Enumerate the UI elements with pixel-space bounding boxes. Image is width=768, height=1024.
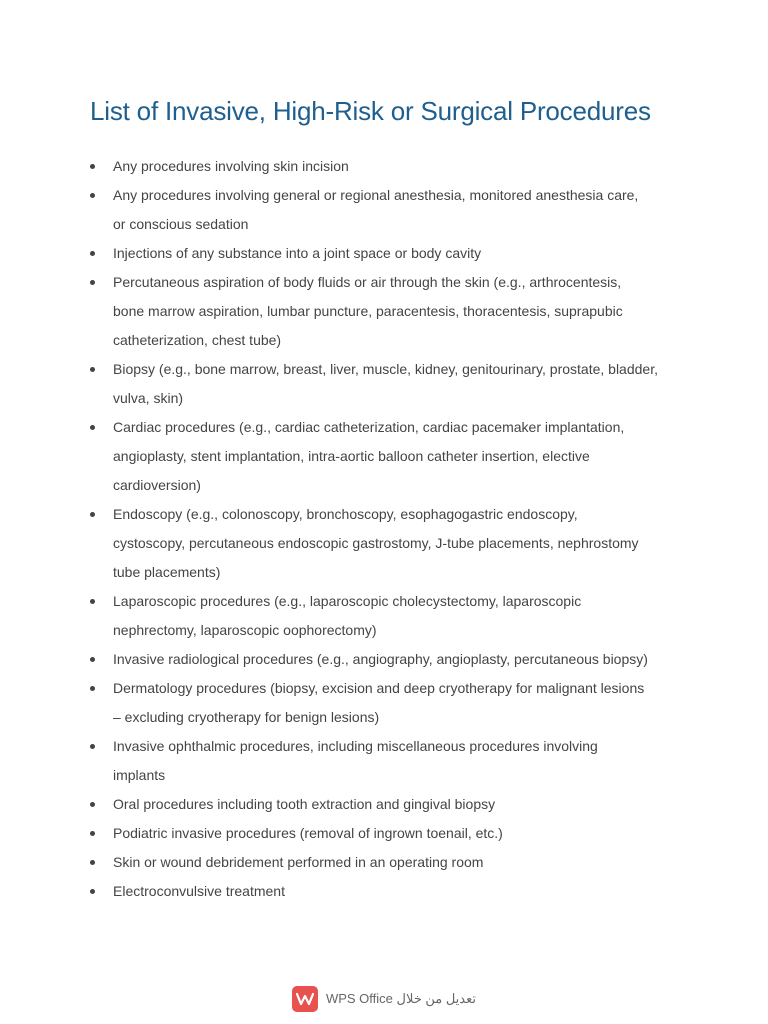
bullet-icon [90,889,95,894]
list-item [0,152,688,181]
procedure-list [0,152,768,906]
list-item [0,239,688,268]
list-item [0,732,688,790]
list-item [0,790,688,819]
list-item-line: Skin or wound debridement performed in an operating room [113,854,484,870]
list-item-line: Any procedures involving general or regional anesthesia, monitored anesthesia care, [113,187,639,203]
list-item [0,819,688,848]
list-item-line: Podiatric invasive procedures (removal of ingrown toenail, etc.) [113,825,503,841]
bullet-icon [90,657,95,662]
list-item-line: vulva, skin) [113,390,184,406]
list-item [0,674,688,732]
list-item-line: Oral procedures including tooth extraction and gingival biopsy [113,796,496,812]
list-item-line: cystoscopy, percutaneous endoscopic gastrostomy, J-tube placements, nephrostomy [113,535,639,551]
list-item-line: cardioversion) [113,477,201,493]
list-item [0,645,688,674]
list-item [0,355,688,413]
bullet-icon [90,686,95,691]
list-item-line: or conscious sedation [113,216,249,232]
list-item-line: nephrectomy, laparoscopic oophorectomy) [113,622,377,638]
bullet-icon [90,193,95,198]
list-item [0,413,688,500]
bullet-icon [90,512,95,517]
list-item-line: angioplasty, stent implantation, intra-aortic balloon catheter insertion, elective [113,448,590,464]
bullet-icon [90,599,95,604]
list-item-line: bone marrow aspiration, lumbar puncture, paracentesis, thoracentesis, suprapubic [113,303,623,319]
list-item-line: Endoscopy (e.g., colonoscopy, bronchoscopy, esophagogastric endoscopy, [113,506,578,522]
bullet-icon [90,831,95,836]
footer-watermark [0,984,768,1014]
list-item [0,268,688,355]
bullet-icon [90,164,95,169]
bullet-icon [90,744,95,749]
list-item-line: catheterization, chest tube) [113,332,282,348]
list-item-line: Biopsy (e.g., bone marrow, breast, liver, muscle, kidney, genitourinary, prostate, bladder, [113,361,658,377]
list-item [0,848,688,877]
list-item-line: implants [113,767,166,783]
list-item [0,181,688,239]
list-item-line: Electroconvulsive treatment [113,883,285,899]
bullet-icon [90,367,95,372]
bullet-icon [90,251,95,256]
list-item-line: – excluding cryotherapy for benign lesions) [113,709,380,725]
bullet-icon [90,280,95,285]
list-item-line: Invasive radiological procedures (e.g., angiography, angioplasty, percutaneous biopsy) [113,651,648,667]
bullet-icon [90,860,95,865]
wps-office-logo-icon [292,986,318,1012]
list-item [0,500,688,587]
list-item-line: Laparoscopic procedures (e.g., laparoscopic cholecystectomy, laparoscopic [113,593,582,609]
list-item [0,587,688,645]
list-item-line: Injections of any substance into a joint space or body cavity [113,245,482,261]
list-item-line: Any procedures involving skin incision [113,158,349,174]
list-item-line: Percutaneous aspiration of body fluids or air through the skin (e.g., arthrocentesis, [113,274,622,290]
page-title: List of Invasive, High-Risk or Surgical Procedures [90,96,651,126]
list-item-line: Cardiac procedures (e.g., cardiac catheterization, cardiac pacemaker implantation, [113,419,625,435]
list-item-line: Invasive ophthalmic procedures, including miscellaneous procedures involving [113,738,598,754]
bullet-icon [90,425,95,430]
bullet-icon [90,802,95,807]
list-item [0,877,688,906]
list-item-line: Dermatology procedures (biopsy, excision and deep cryotherapy for malignant lesions [113,680,645,696]
footer-text: تعديل من خلال WPS Office [325,991,477,1006]
list-item-line: tube placements) [113,564,221,580]
